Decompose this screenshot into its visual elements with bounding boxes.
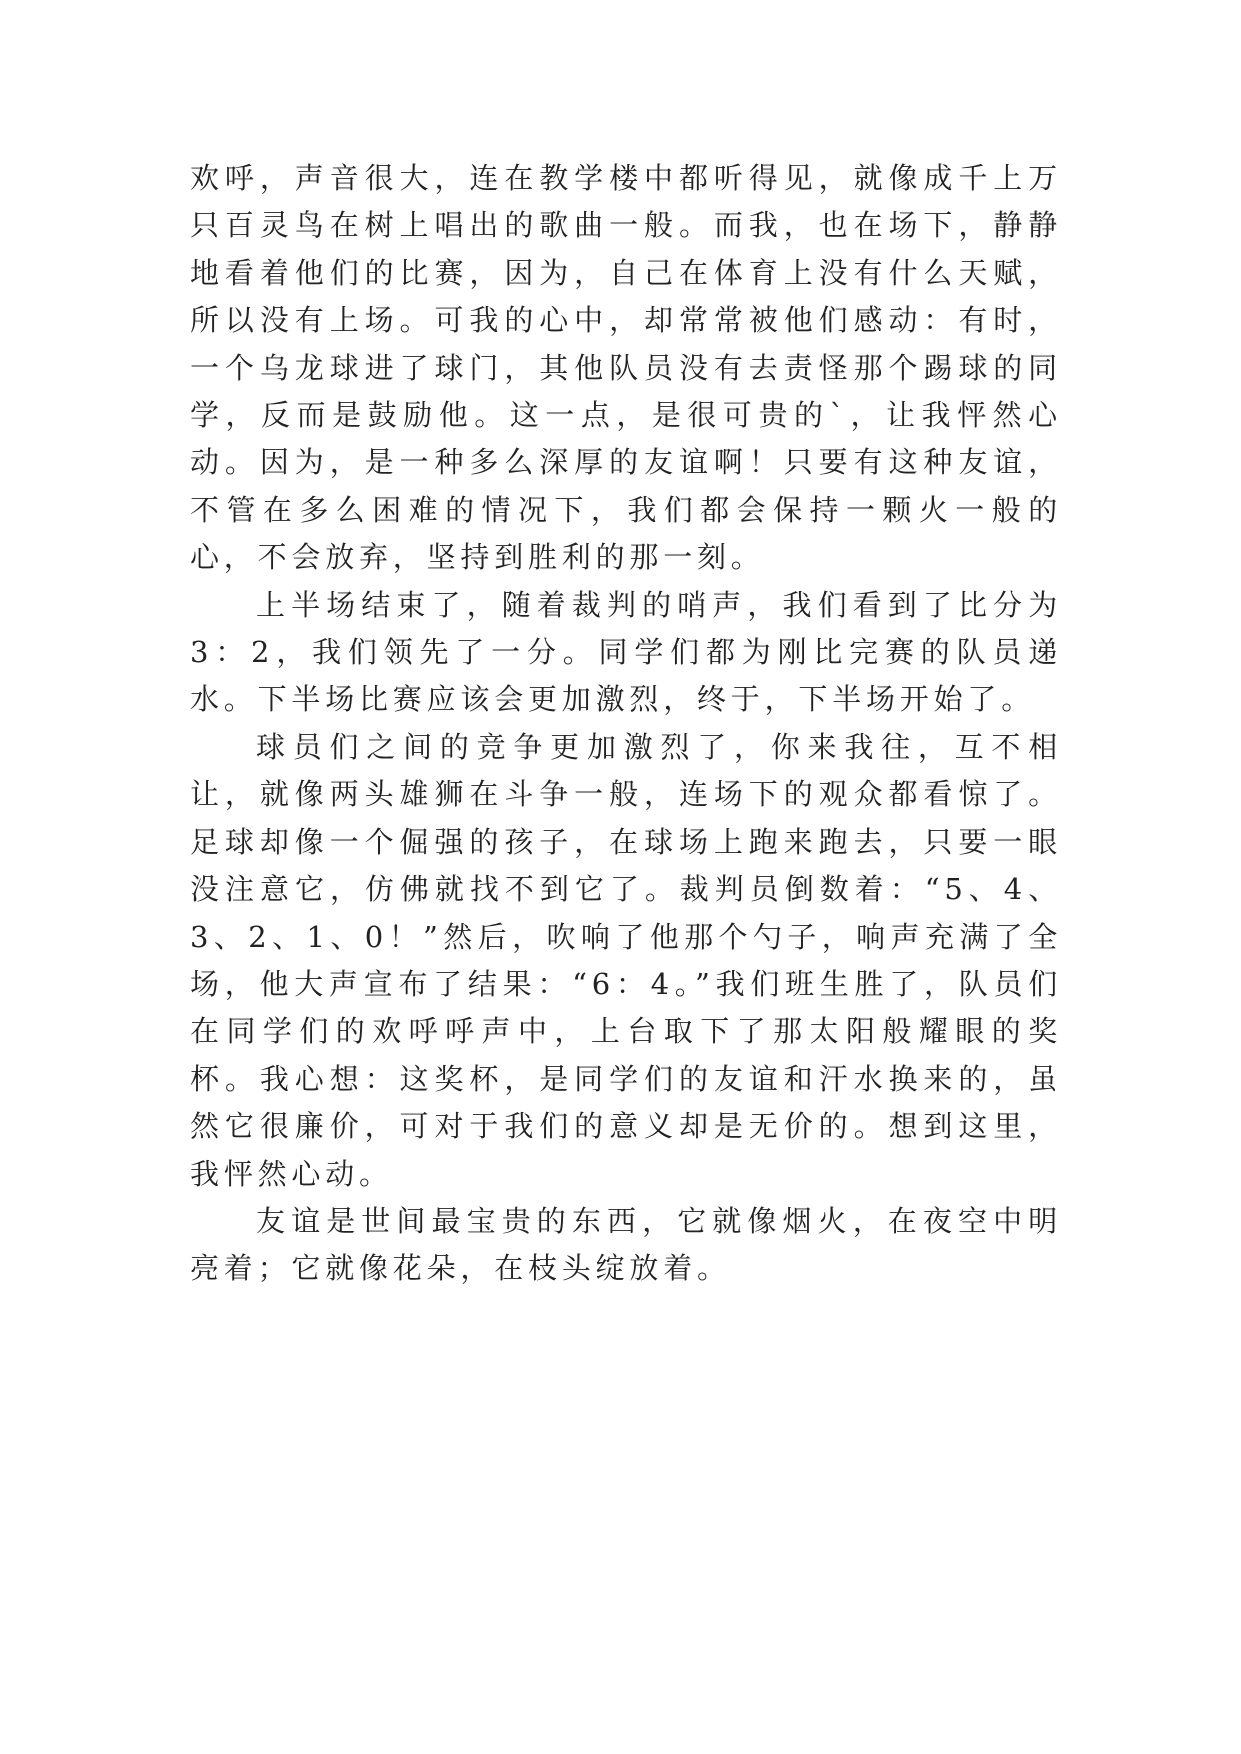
paragraph-2: 上半场结束了，随着裁判的哨声，我们看到了比分为3：2，我们领先了一分。同学们都为刚比完赛的队员递水。下半场比赛应该会更加激烈，终于，下半场开始了。 xyxy=(190,587,1062,717)
document-body xyxy=(190,155,1062,1293)
paragraph-1: 欢呼，声音很大，连在教学楼中都听得见，就像成千上万只百灵鸟在树上唱出的歌曲一般。而我，也在场下，静静地看着他们的比赛，因为，自己在体育上没有什么天赋，所以没有上场。可我的心中，却常常被他们感动：有时，一个乌龙球进了球门，其他队员没有去责怪那个踢球的同学，反而是鼓励他。这一点，是很可贵的`，让我怦然心动。因为，是一种多么深厚的友谊啊！只要有这种友谊，不管在多么困难的情况下，我们都会保持一颗火一般的心，不会放弃，坚持到胜利的那一刻。 xyxy=(190,161,1062,575)
paragraph-3: 球员们之间的竞争更加激烈了，你来我往，互不相让，就像两头雄狮在斗争一般，连场下的观众都看惊了。足球却像一个倔强的孩子，在球场上跑来跑去，只要一眼没注意它，仿佛就找不到它了。裁判员倒数着：“5、4、3、2、1、0！”然后，吹响了他那个勺子，响声充满了全场，他大声宣布了结果：“6：4。”我们班生胜了，队员们在同学们的欢呼呼声中，上台取下了那太阳般耀眼的奖杯。我心想：这奖杯，是同学们的友谊和汗水换来的，虽然它很廉价，可对于我们的意义却是无价的。想到这里，我怦然心动。 xyxy=(190,729,1062,1191)
paragraph-4: 友谊是世间最宝贵的东西，它就像烟火，在夜空中明亮着；它就像花朵，在枝头绽放着。 xyxy=(190,1203,1062,1286)
